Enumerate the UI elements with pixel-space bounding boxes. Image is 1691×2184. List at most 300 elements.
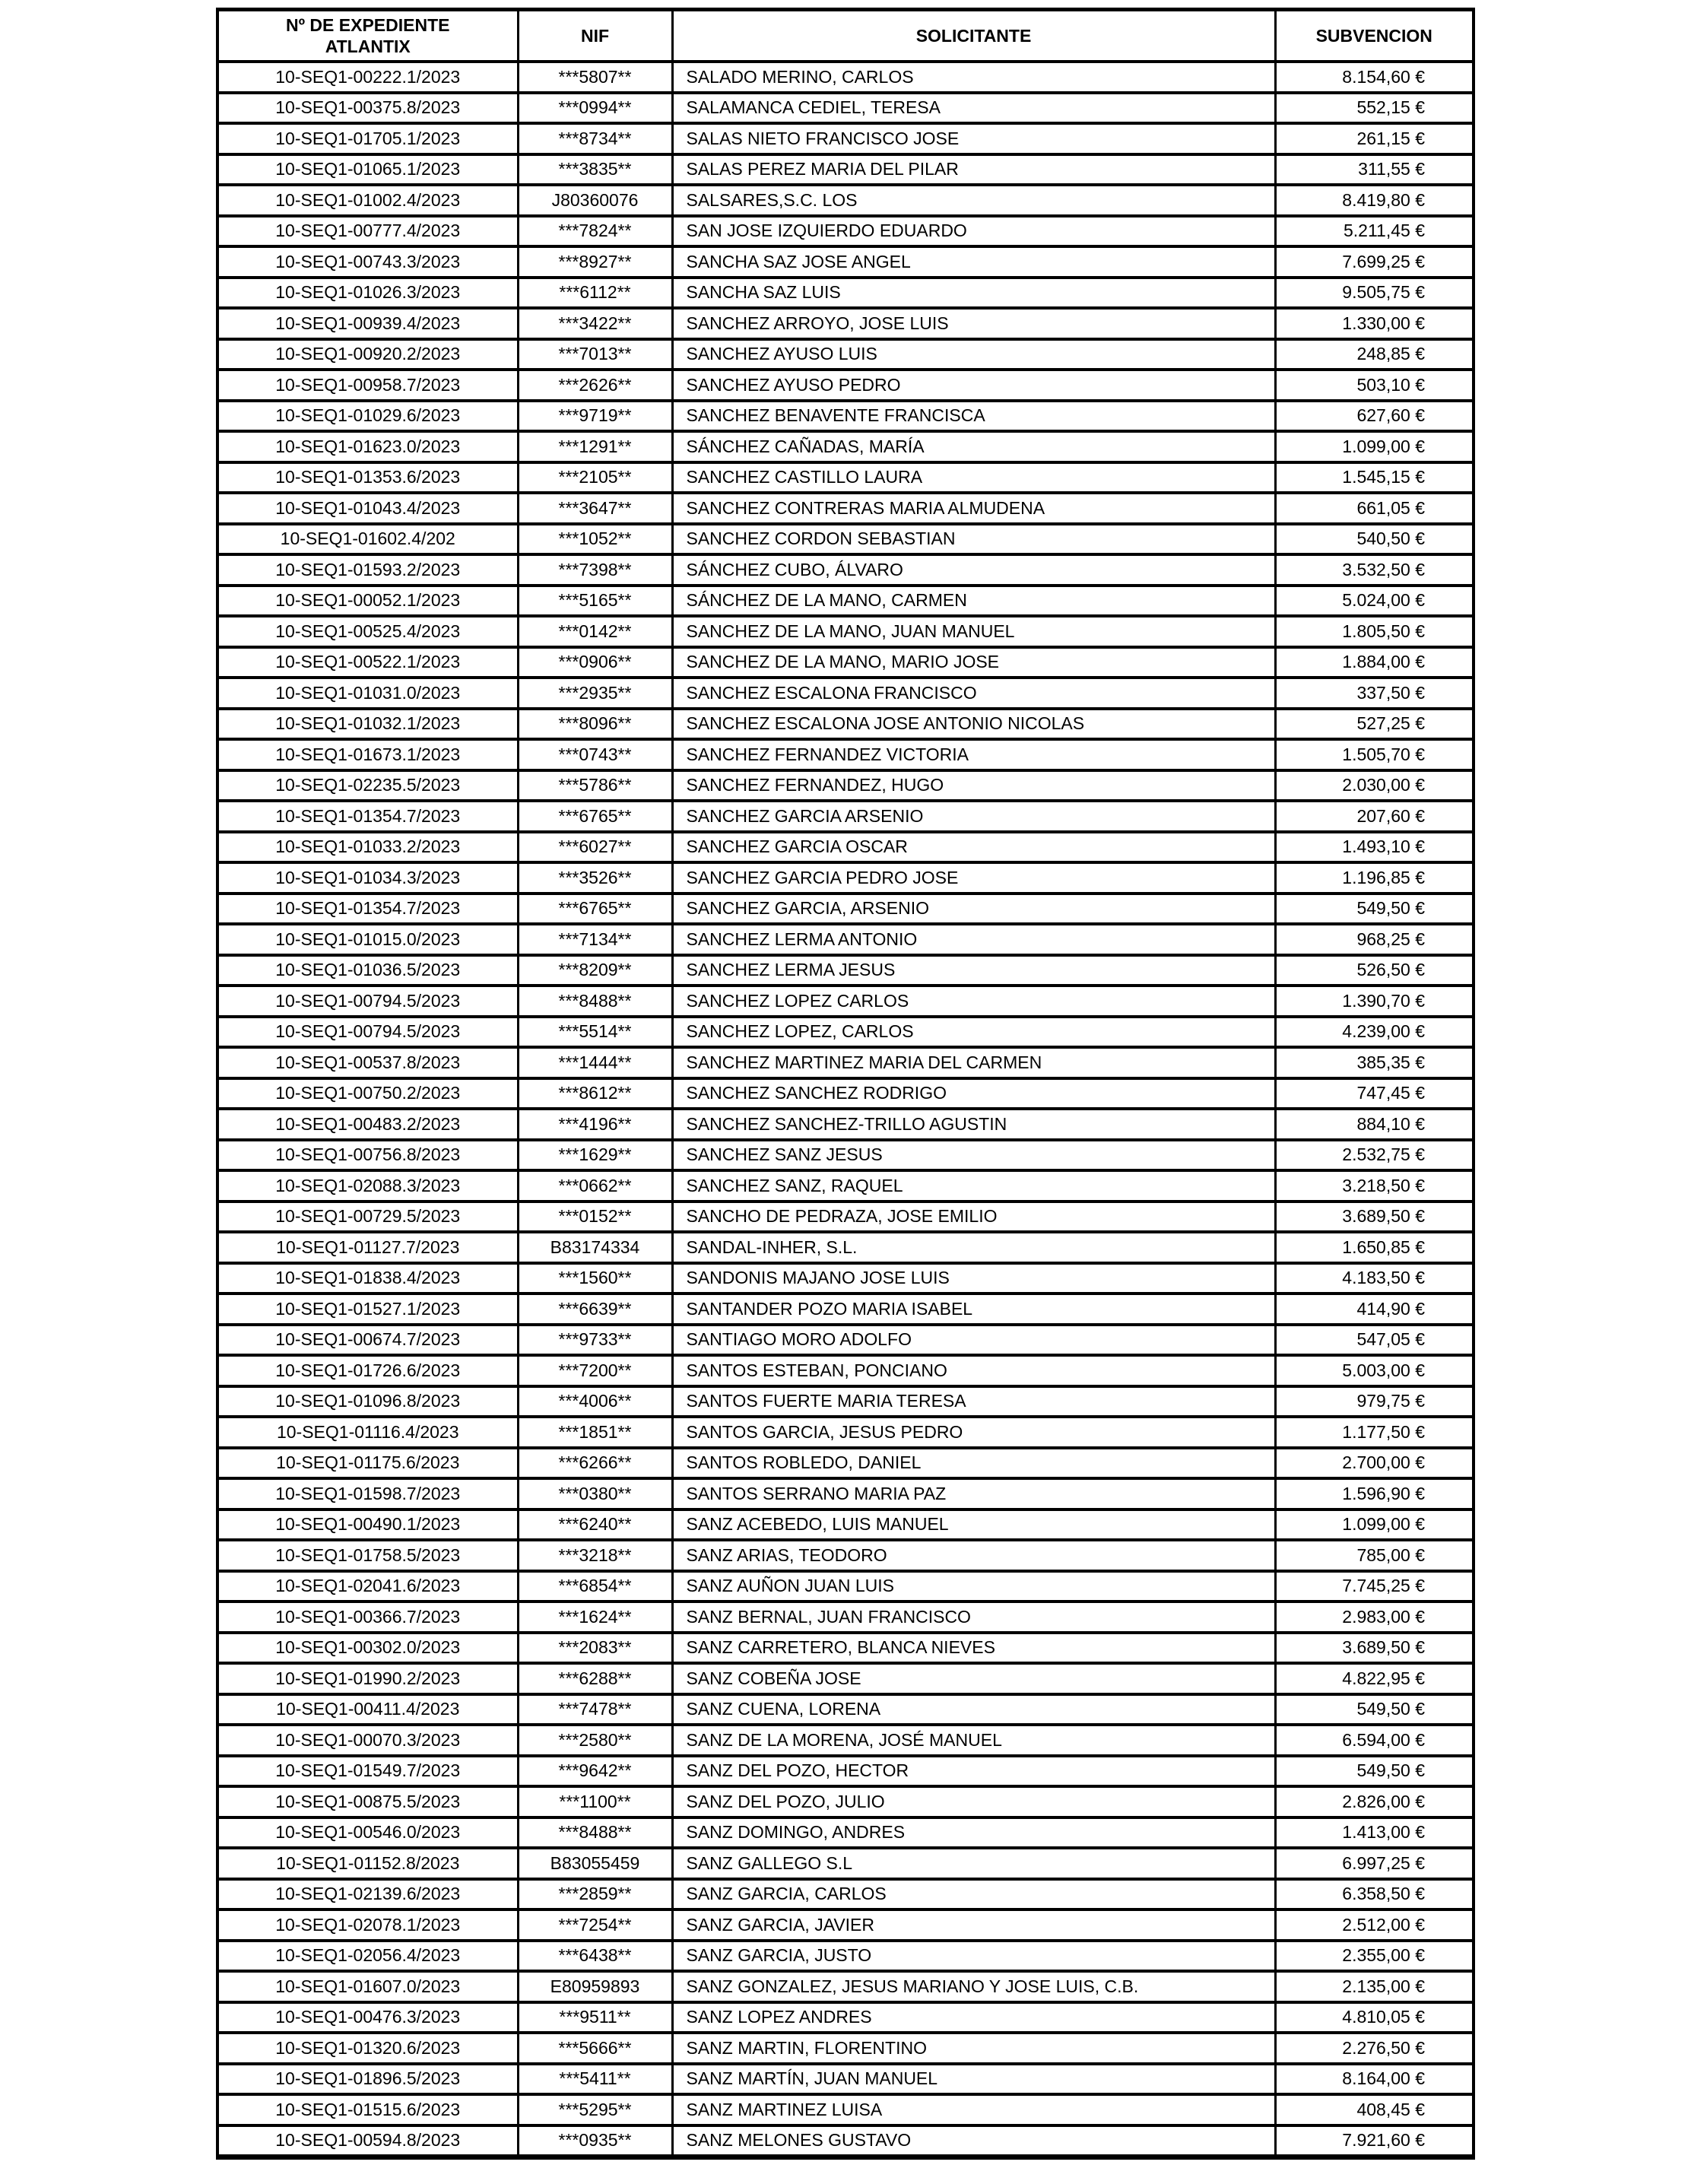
table-row	[217, 1725, 1474, 1756]
solicitante-cell: SANCHEZ DE LA MANO, JUAN MANUEL	[672, 616, 1275, 647]
table-row	[217, 986, 1474, 1017]
subvencion-cell: 627,60 €	[1275, 401, 1474, 432]
nif-cell: ***6765**	[518, 894, 672, 925]
subvencion-cell: 385,35 €	[1275, 1047, 1474, 1078]
solicitante-cell: SALSARES,S.C. LOS	[672, 185, 1275, 216]
table-row	[217, 955, 1474, 986]
subvencion-cell: 540,50 €	[1275, 524, 1474, 555]
subvencion-cell: 414,90 €	[1275, 1294, 1474, 1325]
nif-cell: ***0662**	[518, 1170, 672, 1202]
subvencion-cell: 1.505,70 €	[1275, 739, 1474, 770]
expediente-cell: 10-SEQ1-00052.1/2023	[217, 586, 518, 617]
subvencion-cell: 4.183,50 €	[1275, 1263, 1474, 1294]
solicitante-cell: SANZ GARCIA, JAVIER	[672, 1909, 1275, 1941]
expediente-cell: 10-SEQ1-01127.7/2023	[217, 1232, 518, 1263]
table-row	[217, 1571, 1474, 1602]
subvencion-cell: 2.512,00 €	[1275, 1909, 1474, 1941]
nif-cell: ***7254**	[518, 1909, 672, 1941]
table-row	[217, 1170, 1474, 1202]
solicitante-cell: SANZ DEL POZO, JULIO	[672, 1786, 1275, 1817]
table-row	[217, 678, 1474, 709]
expediente-cell: 10-SEQ1-01096.8/2023	[217, 1386, 518, 1417]
expediente-cell: 10-SEQ1-02078.1/2023	[217, 1909, 518, 1941]
nif-cell: ***9511**	[518, 2002, 672, 2033]
nif-cell: ***6112**	[518, 278, 672, 309]
expediente-cell: 10-SEQ1-00476.3/2023	[217, 2002, 518, 2033]
subvencion-cell: 747,45 €	[1275, 1078, 1474, 1109]
solicitante-cell: SANCHEZ GARCIA PEDRO JOSE	[672, 862, 1275, 894]
expediente-cell: 10-SEQ1-01152.8/2023	[217, 1848, 518, 1879]
table-row	[217, 1140, 1474, 1171]
subvencion-cell: 4.822,95 €	[1275, 1663, 1474, 1694]
table-row	[217, 1232, 1474, 1263]
table-row	[217, 1017, 1474, 1048]
expediente-cell: 10-SEQ1-01527.1/2023	[217, 1294, 518, 1325]
subvencion-cell: 261,15 €	[1275, 123, 1474, 154]
nif-cell: ***5514**	[518, 1017, 672, 1048]
table-body	[217, 62, 1474, 2157]
subvencion-cell: 6.594,00 €	[1275, 1725, 1474, 1756]
table-row	[217, 1756, 1474, 1787]
table-row	[217, 246, 1474, 278]
table-row	[217, 493, 1474, 524]
expediente-cell: 10-SEQ1-00729.5/2023	[217, 1202, 518, 1233]
nif-cell: ***5295**	[518, 2094, 672, 2125]
solicitante-cell: SANDAL-INHER, S.L.	[672, 1232, 1275, 1263]
solicitante-cell: SANZ CUENA, LORENA	[672, 1694, 1275, 1725]
expediente-cell: 10-SEQ1-01116.4/2023	[217, 1417, 518, 1448]
solicitante-cell: SANZ MARTINEZ LUISA	[672, 2094, 1275, 2125]
table-row	[217, 801, 1474, 832]
solicitante-cell: SANZ BERNAL, JUAN FRANCISCO	[672, 1601, 1275, 1633]
table-row	[217, 647, 1474, 678]
column-header-solicitante: SOLICITANTE	[672, 10, 1275, 62]
table-row	[217, 1663, 1474, 1694]
subvencion-cell: 4.810,05 €	[1275, 2002, 1474, 2033]
solicitante-cell: SANZ MARTIN, FLORENTINO	[672, 2033, 1275, 2064]
nif-cell: ***5165**	[518, 586, 672, 617]
nif-cell: ***4006**	[518, 1386, 672, 1417]
nif-cell: ***7824**	[518, 216, 672, 247]
nif-cell: ***3835**	[518, 154, 672, 186]
nif-cell: ***8612**	[518, 1078, 672, 1109]
table-row	[217, 1633, 1474, 1664]
subvencion-cell: 549,50 €	[1275, 1756, 1474, 1787]
nif-cell: ***1624**	[518, 1601, 672, 1633]
solicitante-cell: SANTIAGO MORO ADOLFO	[672, 1325, 1275, 1356]
solicitante-cell: SÁNCHEZ DE LA MANO, CARMEN	[672, 586, 1275, 617]
subvencion-cell: 8.419,80 €	[1275, 185, 1474, 216]
nif-cell: ***0152**	[518, 1202, 672, 1233]
solicitante-cell: SAN JOSE IZQUIERDO EDUARDO	[672, 216, 1275, 247]
subvencion-cell: 979,75 €	[1275, 1386, 1474, 1417]
subvencion-cell: 1.884,00 €	[1275, 647, 1474, 678]
subvencion-cell: 6.997,25 €	[1275, 1848, 1474, 1879]
expediente-cell: 10-SEQ1-00756.8/2023	[217, 1140, 518, 1171]
solicitante-cell: SALADO MERINO, CARLOS	[672, 62, 1275, 93]
expediente-cell: 10-SEQ1-01598.7/2023	[217, 1478, 518, 1509]
table-row	[217, 1941, 1474, 1972]
table-row	[217, 1417, 1474, 1448]
header-row	[217, 10, 1474, 62]
expediente-cell: 10-SEQ1-00939.4/2023	[217, 308, 518, 339]
table-row	[217, 2064, 1474, 2095]
subvencion-cell: 549,50 €	[1275, 1694, 1474, 1725]
subvencion-cell: 1.596,90 €	[1275, 1478, 1474, 1509]
table-row	[217, 1448, 1474, 1479]
solicitante-cell: SANCHEZ SANZ JESUS	[672, 1140, 1275, 1171]
table-row	[217, 2125, 1474, 2157]
expediente-cell: 10-SEQ1-01034.3/2023	[217, 862, 518, 894]
solicitante-cell: SANZ DEL POZO, HECTOR	[672, 1756, 1275, 1787]
table-row	[217, 1694, 1474, 1725]
expediente-cell: 10-SEQ1-00525.4/2023	[217, 616, 518, 647]
solicitante-cell: SANCHEZ LERMA JESUS	[672, 955, 1275, 986]
nif-cell: ***0743**	[518, 739, 672, 770]
subvencion-cell: 1.330,00 €	[1275, 308, 1474, 339]
nif-cell: ***5786**	[518, 770, 672, 802]
nif-cell: ***1052**	[518, 524, 672, 555]
nif-cell: ***6765**	[518, 801, 672, 832]
solicitante-cell: SANCHEZ CONTRERAS MARIA ALMUDENA	[672, 493, 1275, 524]
nif-cell: ***2580**	[518, 1725, 672, 1756]
nif-cell: ***7134**	[518, 924, 672, 955]
solicitante-cell: SALAS PEREZ MARIA DEL PILAR	[672, 154, 1275, 186]
subvencion-cell: 1.545,15 €	[1275, 462, 1474, 494]
solicitante-cell: SANCHEZ LOPEZ CARLOS	[672, 986, 1275, 1017]
table-row	[217, 616, 1474, 647]
table-row	[217, 924, 1474, 955]
nif-cell: ***1444**	[518, 1047, 672, 1078]
solicitante-cell: SANZ LOPEZ ANDRES	[672, 2002, 1275, 2033]
subvencion-cell: 2.826,00 €	[1275, 1786, 1474, 1817]
solicitante-cell: SANZ MARTÍN, JUAN MANUEL	[672, 2064, 1275, 2095]
expediente-cell: 10-SEQ1-01549.7/2023	[217, 1756, 518, 1787]
solicitante-cell: SANZ DOMINGO, ANDRES	[672, 1817, 1275, 1849]
table-row	[217, 216, 1474, 247]
expediente-cell: 10-SEQ1-01320.6/2023	[217, 2033, 518, 2064]
expediente-cell: 10-SEQ1-01758.5/2023	[217, 1540, 518, 1571]
expediente-cell: 10-SEQ1-00777.4/2023	[217, 216, 518, 247]
table-row	[217, 524, 1474, 555]
expediente-cell: 10-SEQ1-00411.4/2023	[217, 1694, 518, 1725]
expediente-cell: 10-SEQ1-01032.1/2023	[217, 709, 518, 740]
nif-cell: ***6854**	[518, 1571, 672, 1602]
subvencion-cell: 7.699,25 €	[1275, 246, 1474, 278]
solicitante-cell: SALAMANCA CEDIEL, TERESA	[672, 93, 1275, 124]
subvencion-cell: 1.196,85 €	[1275, 862, 1474, 894]
solicitante-cell: SANCHEZ SANCHEZ RODRIGO	[672, 1078, 1275, 1109]
subvencion-cell: 8.154,60 €	[1275, 62, 1474, 93]
nif-cell: ***3218**	[518, 1540, 672, 1571]
subvencion-cell: 2.030,00 €	[1275, 770, 1474, 802]
subvencion-cell: 2.276,50 €	[1275, 2033, 1474, 2064]
nif-cell: ***1291**	[518, 431, 672, 462]
subvencion-cell: 5.024,00 €	[1275, 586, 1474, 617]
expediente-cell: 10-SEQ1-02235.5/2023	[217, 770, 518, 802]
table-row	[217, 832, 1474, 863]
subvencion-cell: 7.745,25 €	[1275, 1571, 1474, 1602]
expediente-cell: 10-SEQ1-02139.6/2023	[217, 1879, 518, 1910]
subvencion-cell: 3.689,50 €	[1275, 1633, 1474, 1664]
table-row	[217, 1294, 1474, 1325]
solicitante-cell: SANCHEZ CORDON SEBASTIAN	[672, 524, 1275, 555]
subvencion-cell: 1.413,00 €	[1275, 1817, 1474, 1849]
subvencion-cell: 8.164,00 €	[1275, 2064, 1474, 2095]
table-row	[217, 1540, 1474, 1571]
table-row	[217, 2002, 1474, 2033]
table-row	[217, 770, 1474, 802]
subvencion-cell: 2.532,75 €	[1275, 1140, 1474, 1171]
expediente-cell: 10-SEQ1-00594.8/2023	[217, 2125, 518, 2157]
nif-cell: ***7200**	[518, 1355, 672, 1386]
expediente-cell: 10-SEQ1-01002.4/2023	[217, 185, 518, 216]
solicitante-cell: SANZ GARCIA, JUSTO	[672, 1941, 1275, 1972]
nif-cell: ***7398**	[518, 554, 672, 586]
solicitante-cell: SANCHEZ LOPEZ, CARLOS	[672, 1017, 1275, 1048]
nif-cell: ***2105**	[518, 462, 672, 494]
solicitante-cell: SANTOS ESTEBAN, PONCIANO	[672, 1355, 1275, 1386]
table-row	[217, 123, 1474, 154]
nif-cell: ***5807**	[518, 62, 672, 93]
subvencion-cell: 884,10 €	[1275, 1109, 1474, 1140]
nif-cell: ***4196**	[518, 1109, 672, 1140]
expediente-cell: 10-SEQ1-01838.4/2023	[217, 1263, 518, 1294]
table-row	[217, 370, 1474, 401]
solicitante-cell: SANCHEZ SANCHEZ-TRILLO AGUSTIN	[672, 1109, 1275, 1140]
expediente-cell: 10-SEQ1-01043.4/2023	[217, 493, 518, 524]
table-row	[217, 1202, 1474, 1233]
subvencion-cell: 1.099,00 €	[1275, 1509, 1474, 1541]
expediente-cell: 10-SEQ1-00794.5/2023	[217, 1017, 518, 1048]
nif-cell: B83174334	[518, 1232, 672, 1263]
expediente-cell: 10-SEQ1-02041.6/2023	[217, 1571, 518, 1602]
solicitante-cell: SANCHEZ AYUSO LUIS	[672, 339, 1275, 370]
expediente-cell: 10-SEQ1-01602.4/202	[217, 524, 518, 555]
solicitante-cell: SÁNCHEZ CUBO, ÁLVARO	[672, 554, 1275, 586]
nif-cell: ***6266**	[518, 1448, 672, 1479]
expediente-cell: 10-SEQ1-00490.1/2023	[217, 1509, 518, 1541]
expediente-cell: 10-SEQ1-00222.1/2023	[217, 62, 518, 93]
expediente-cell: 10-SEQ1-00546.0/2023	[217, 1817, 518, 1849]
expediente-cell: 10-SEQ1-00958.7/2023	[217, 370, 518, 401]
nif-cell: ***1100**	[518, 1786, 672, 1817]
table-row	[217, 1786, 1474, 1817]
subvencion-cell: 311,55 €	[1275, 154, 1474, 186]
expediente-cell: 10-SEQ1-00375.8/2023	[217, 93, 518, 124]
expediente-cell: 10-SEQ1-01026.3/2023	[217, 278, 518, 309]
solicitante-cell: SANCHEZ FERNANDEZ, HUGO	[672, 770, 1275, 802]
subvencion-cell: 337,50 €	[1275, 678, 1474, 709]
subvencion-cell: 552,15 €	[1275, 93, 1474, 124]
table-row	[217, 554, 1474, 586]
nif-cell: ***2859**	[518, 1879, 672, 1910]
column-header-expediente-line1: Nº DE EXPEDIENTE	[286, 15, 450, 35]
expediente-cell: 10-SEQ1-00070.3/2023	[217, 1725, 518, 1756]
nif-cell: ***1560**	[518, 1263, 672, 1294]
solicitante-cell: SANZ MELONES GUSTAVO	[672, 2125, 1275, 2157]
expediente-cell: 10-SEQ1-01354.7/2023	[217, 894, 518, 925]
column-header-expediente	[217, 10, 518, 62]
solicitante-cell: SANTOS FUERTE MARIA TERESA	[672, 1386, 1275, 1417]
expediente-cell: 10-SEQ1-00483.2/2023	[217, 1109, 518, 1140]
table-row	[217, 1848, 1474, 1879]
table-row	[217, 894, 1474, 925]
expediente-cell: 10-SEQ1-00743.3/2023	[217, 246, 518, 278]
subvencion-cell: 968,25 €	[1275, 924, 1474, 955]
nif-cell: ***7013**	[518, 339, 672, 370]
subvencion-cell: 503,10 €	[1275, 370, 1474, 401]
subvencion-cell: 527,25 €	[1275, 709, 1474, 740]
expediente-cell: 10-SEQ1-01726.6/2023	[217, 1355, 518, 1386]
column-header-nif: NIF	[518, 10, 672, 62]
expediente-cell: 10-SEQ1-00920.2/2023	[217, 339, 518, 370]
subvencion-cell: 408,45 €	[1275, 2094, 1474, 2125]
expediente-cell: 10-SEQ1-01031.0/2023	[217, 678, 518, 709]
nif-cell: ***8209**	[518, 955, 672, 986]
nif-cell: ***6438**	[518, 1941, 672, 1972]
nif-cell: ***3422**	[518, 308, 672, 339]
table-row	[217, 1355, 1474, 1386]
nif-cell: ***0994**	[518, 93, 672, 124]
solicitante-cell: SANZ GALLEGO S.L	[672, 1848, 1275, 1879]
expediente-cell: 10-SEQ1-01175.6/2023	[217, 1448, 518, 1479]
table-row	[217, 1478, 1474, 1509]
table-row	[217, 1047, 1474, 1078]
nif-cell: ***3526**	[518, 862, 672, 894]
table-row	[217, 2094, 1474, 2125]
solicitante-cell: SANCHEZ GARCIA ARSENIO	[672, 801, 1275, 832]
subvencion-cell: 2.355,00 €	[1275, 1941, 1474, 1972]
solicitante-cell: SANTOS GARCIA, JESUS PEDRO	[672, 1417, 1275, 1448]
table-row	[217, 462, 1474, 494]
expediente-cell: 10-SEQ1-00674.7/2023	[217, 1325, 518, 1356]
subvencion-cell: 7.921,60 €	[1275, 2125, 1474, 2157]
expediente-cell: 10-SEQ1-01607.0/2023	[217, 1971, 518, 2002]
expediente-cell: 10-SEQ1-00366.7/2023	[217, 1601, 518, 1633]
subvencion-cell: 526,50 €	[1275, 955, 1474, 986]
solicitante-cell: SANZ AUÑON JUAN LUIS	[672, 1571, 1275, 1602]
subvencion-cell: 9.505,75 €	[1275, 278, 1474, 309]
solicitante-cell: SANCHEZ CASTILLO LAURA	[672, 462, 1275, 494]
solicitante-cell: SANCHEZ AYUSO PEDRO	[672, 370, 1275, 401]
table-row	[217, 1971, 1474, 2002]
solicitante-cell: SANTOS ROBLEDO, DANIEL	[672, 1448, 1275, 1479]
table-row	[217, 1509, 1474, 1541]
expediente-cell: 10-SEQ1-01896.5/2023	[217, 2064, 518, 2095]
expediente-cell: 10-SEQ1-02088.3/2023	[217, 1170, 518, 1202]
expediente-cell: 10-SEQ1-00522.1/2023	[217, 647, 518, 678]
table-row	[217, 1263, 1474, 1294]
subvencion-cell: 2.135,00 €	[1275, 1971, 1474, 2002]
nif-cell: ***8488**	[518, 1817, 672, 1849]
table-row	[217, 1325, 1474, 1356]
nif-cell: J80360076	[518, 185, 672, 216]
nif-cell: ***0380**	[518, 1478, 672, 1509]
subvencion-cell: 547,05 €	[1275, 1325, 1474, 1356]
nif-cell: ***8927**	[518, 246, 672, 278]
subvencion-cell: 5.211,45 €	[1275, 216, 1474, 247]
nif-cell: ***2935**	[518, 678, 672, 709]
nif-cell: ***6240**	[518, 1509, 672, 1541]
solicitante-cell: SÁNCHEZ CAÑADAS, MARÍA	[672, 431, 1275, 462]
solicitante-cell: SANTOS SERRANO MARIA PAZ	[672, 1478, 1275, 1509]
table-row	[217, 2033, 1474, 2064]
solicitante-cell: SANZ ARIAS, TEODORO	[672, 1540, 1275, 1571]
solicitante-cell: SANZ GARCIA, CARLOS	[672, 1879, 1275, 1910]
table-row	[217, 1909, 1474, 1941]
solicitante-cell: SANCHA SAZ JOSE ANGEL	[672, 246, 1275, 278]
solicitante-cell: SANCHEZ LERMA ANTONIO	[672, 924, 1275, 955]
expediente-cell: 10-SEQ1-01990.2/2023	[217, 1663, 518, 1694]
table-row	[217, 739, 1474, 770]
solicitante-cell: SANCHO DE PEDRAZA, JOSE EMILIO	[672, 1202, 1275, 1233]
subvencion-cell: 2.983,00 €	[1275, 1601, 1474, 1633]
nif-cell: ***6027**	[518, 832, 672, 863]
nif-cell: ***0142**	[518, 616, 672, 647]
nif-cell: ***8096**	[518, 709, 672, 740]
solicitante-cell: SANCHEZ ARROYO, JOSE LUIS	[672, 308, 1275, 339]
subvencion-cell: 6.358,50 €	[1275, 1879, 1474, 1910]
subvencion-cell: 1.390,70 €	[1275, 986, 1474, 1017]
expediente-cell: 10-SEQ1-01029.6/2023	[217, 401, 518, 432]
nif-cell: ***0935**	[518, 2125, 672, 2157]
nif-cell: ***9719**	[518, 401, 672, 432]
column-header-subvencion: SUBVENCION	[1275, 10, 1474, 62]
expediente-cell: 10-SEQ1-00750.2/2023	[217, 1078, 518, 1109]
solicitante-cell: SANTANDER POZO MARIA ISABEL	[672, 1294, 1275, 1325]
solicitante-cell: SANZ GONZALEZ, JESUS MARIANO Y JOSE LUIS, C.B.	[672, 1971, 1275, 2002]
table-row	[217, 1109, 1474, 1140]
expediente-cell: 10-SEQ1-01705.1/2023	[217, 123, 518, 154]
subvencion-cell: 1.805,50 €	[1275, 616, 1474, 647]
table-row	[217, 185, 1474, 216]
table-row	[217, 1817, 1474, 1849]
subvencion-cell: 1.099,00 €	[1275, 431, 1474, 462]
expediente-cell: 10-SEQ1-01353.6/2023	[217, 462, 518, 494]
subvencion-cell: 248,85 €	[1275, 339, 1474, 370]
expediente-cell: 10-SEQ1-01015.0/2023	[217, 924, 518, 955]
expediente-cell: 10-SEQ1-02056.4/2023	[217, 1941, 518, 1972]
table-row	[217, 586, 1474, 617]
nif-cell: ***2626**	[518, 370, 672, 401]
solicitante-cell: SANCHEZ ESCALONA FRANCISCO	[672, 678, 1275, 709]
expediente-cell: 10-SEQ1-01036.5/2023	[217, 955, 518, 986]
subvencion-cell: 661,05 €	[1275, 493, 1474, 524]
expediente-cell: 10-SEQ1-00302.0/2023	[217, 1633, 518, 1664]
nif-cell: ***8488**	[518, 986, 672, 1017]
nif-cell: ***0906**	[518, 647, 672, 678]
solicitante-cell: SANDONIS MAJANO JOSE LUIS	[672, 1263, 1275, 1294]
solicitante-cell: SANCHEZ DE LA MANO, MARIO JOSE	[672, 647, 1275, 678]
solicitante-cell: SALAS NIETO FRANCISCO JOSE	[672, 123, 1275, 154]
nif-cell: ***7478**	[518, 1694, 672, 1725]
subsidy-table	[216, 8, 1475, 2160]
subvencion-cell: 1.650,85 €	[1275, 1232, 1474, 1263]
table-row	[217, 339, 1474, 370]
table-row	[217, 1386, 1474, 1417]
nif-cell: ***9642**	[518, 1756, 672, 1787]
solicitante-cell: SANZ COBEÑA JOSE	[672, 1663, 1275, 1694]
nif-cell: ***3647**	[518, 493, 672, 524]
nif-cell: ***6639**	[518, 1294, 672, 1325]
solicitante-cell: SANCHEZ GARCIA OSCAR	[672, 832, 1275, 863]
nif-cell: ***1629**	[518, 1140, 672, 1171]
expediente-cell: 10-SEQ1-01033.2/2023	[217, 832, 518, 863]
subvencion-cell: 3.689,50 €	[1275, 1202, 1474, 1233]
subvencion-cell: 3.218,50 €	[1275, 1170, 1474, 1202]
solicitante-cell: SANCHEZ BENAVENTE FRANCISCA	[672, 401, 1275, 432]
